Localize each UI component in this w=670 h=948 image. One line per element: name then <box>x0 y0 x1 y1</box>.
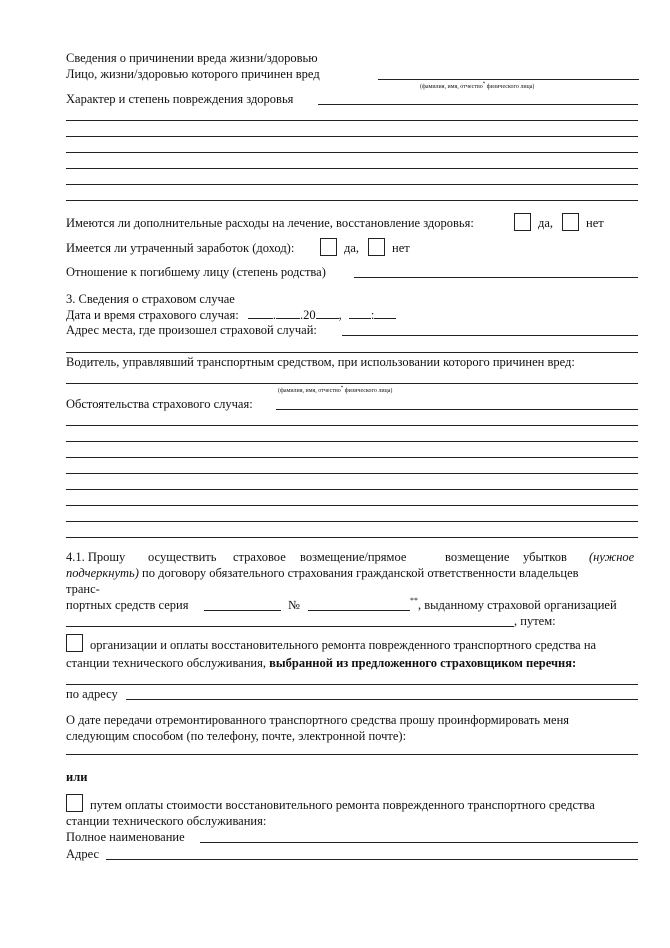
extra-expenses-label: Имеются ли дополнительные расходы на лечение, восстановление здоровья: <box>66 216 474 230</box>
or-label: или <box>66 770 88 784</box>
lost-income-no-checkbox[interactable] <box>368 238 385 256</box>
inform-line-2: следующим способом (по телефону, почте, электронной почте): <box>66 729 407 743</box>
address-line[interactable] <box>106 859 638 860</box>
relation-label: Отношение к погибшему лицу (степень родства) <box>66 265 326 279</box>
repair-option-line-2: станции технического обслуживания, выбранной из предложенного страховщиком перечня: <box>66 656 577 670</box>
station-address-label: по адресу <box>66 687 118 701</box>
extra-expenses-yes-label: да, <box>538 216 554 230</box>
extra-expenses-yes-checkbox[interactable] <box>514 213 531 231</box>
victim-name-line[interactable] <box>378 79 639 80</box>
repair-option-line-1: организации и оплаты восстановительного ремонта поврежденного транспортного средства на <box>90 638 597 652</box>
repair-option-checkbox[interactable] <box>66 634 83 652</box>
extra-expenses-no-checkbox[interactable] <box>562 213 579 231</box>
payment-option-checkbox[interactable] <box>66 794 83 812</box>
circumstances-line[interactable] <box>66 489 638 490</box>
lost-income-no-label: нет <box>392 241 410 255</box>
insurer-label: , выданному страховой организацией <box>418 598 617 612</box>
circumstances-line[interactable] <box>66 425 638 426</box>
injury-line[interactable] <box>66 152 638 153</box>
injury-line[interactable] <box>66 120 638 121</box>
victim-label: Лицо, жизни/здоровью которого причинен вред <box>66 67 320 81</box>
victim-name-caption: (фамилия, имя, отчество* физического лица) <box>420 82 535 90</box>
year-field[interactable] <box>316 307 339 319</box>
policy-number-sign: № <box>288 598 300 612</box>
request-line-2: подчеркнуть) по договору обязательного страхования гражданской ответственности владельцев <box>66 566 579 580</box>
driver-name-line[interactable] <box>66 383 638 384</box>
hour-field[interactable] <box>349 307 371 319</box>
lost-income-yes-label: да, <box>344 241 360 255</box>
station-address-line[interactable] <box>126 699 638 700</box>
inform-method-line[interactable] <box>66 754 638 755</box>
policy-number-field[interactable] <box>308 610 410 611</box>
address-label: Адрес <box>66 847 100 861</box>
accident-address-label: Адрес места, где произошел страховой случай: <box>66 323 317 337</box>
section-3-title: 3. Сведения о страховом случае <box>66 292 235 306</box>
circumstances-line[interactable] <box>66 441 638 442</box>
circumstances-line[interactable] <box>66 505 638 506</box>
driver-label: Водитель, управлявший транспортным средством, при использовании которого причинен вред: <box>66 355 575 369</box>
section-title: Сведения о причинении вреда жизни/здоровью <box>66 51 318 65</box>
datetime-label: Дата и время страхового случая: . .20 , : <box>66 307 396 322</box>
injury-line[interactable] <box>318 104 638 105</box>
injury-line[interactable] <box>66 200 638 201</box>
circumstances-line[interactable] <box>66 537 638 538</box>
lost-income-label: Имеется ли утраченный заработок (доход): <box>66 241 295 255</box>
extra-expenses-no-label: нет <box>586 216 604 230</box>
accident-address-line[interactable] <box>66 352 638 353</box>
full-name-line[interactable] <box>200 842 638 843</box>
circumstances-line[interactable] <box>66 457 638 458</box>
circumstances-line[interactable] <box>276 409 638 410</box>
injury-label: Характер и степень повреждения здоровья <box>66 92 294 106</box>
request-line-3: транс- <box>66 582 100 596</box>
circumstances-line[interactable] <box>66 473 638 474</box>
minute-field[interactable] <box>374 307 396 319</box>
day-field[interactable] <box>248 307 273 319</box>
insurer-field[interactable] <box>66 626 514 627</box>
method-label: , путем: <box>514 614 556 628</box>
injury-line[interactable] <box>66 136 638 137</box>
policy-series-label: портных средств серия <box>66 598 189 612</box>
relation-line[interactable] <box>354 277 638 278</box>
accident-address-line[interactable] <box>342 335 638 336</box>
payment-option-line-1: путем оплаты стоимости восстановительного ремонта поврежденного транспортного средства <box>90 798 595 812</box>
injury-line[interactable] <box>66 168 638 169</box>
repair-station-line[interactable] <box>66 684 638 685</box>
circumstances-label: Обстоятельства страхового случая: <box>66 397 253 411</box>
injury-line[interactable] <box>66 184 638 185</box>
month-field[interactable] <box>276 307 300 319</box>
payment-option-line-2: станции технического обслуживания: <box>66 814 267 828</box>
circumstances-line[interactable] <box>66 521 638 522</box>
lost-income-yes-checkbox[interactable] <box>320 238 337 256</box>
policy-series-field[interactable] <box>204 610 281 611</box>
driver-name-caption: (фамилия, имя, отчество* физического лица) <box>278 386 393 394</box>
footnote-marker: ** <box>410 596 418 605</box>
full-name-label: Полное наименование <box>66 830 185 844</box>
inform-line-1: О дате передачи отремонтированного транспортного средства прошу проинформировать меня <box>66 713 570 727</box>
